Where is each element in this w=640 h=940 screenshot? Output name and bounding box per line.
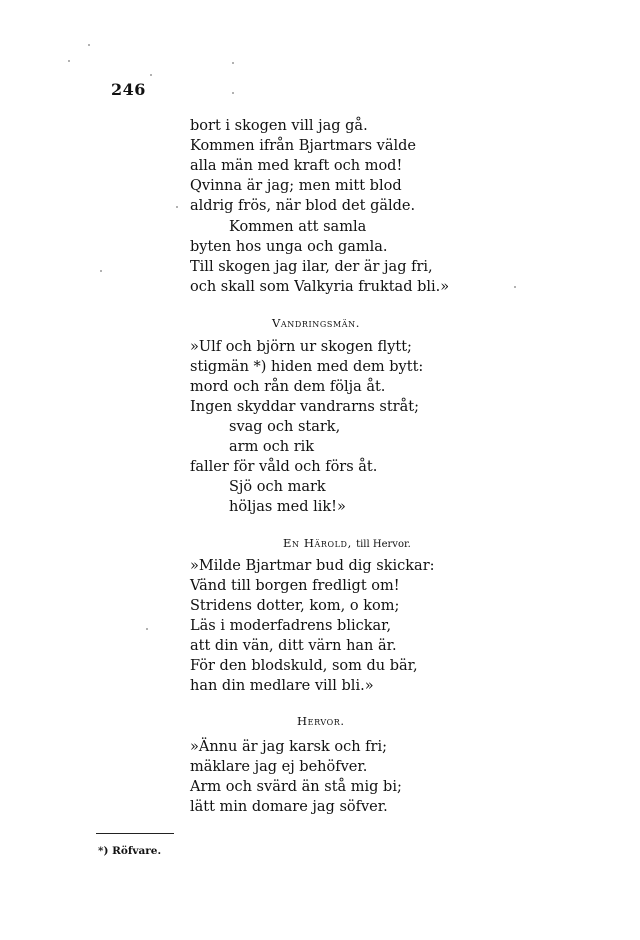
- verse-line: »Ännu är jag karsk och fri;: [190, 739, 388, 755]
- verse-line: Arm och svärd än stå mig bi;: [190, 779, 402, 795]
- scan-speck: [150, 74, 152, 76]
- scan-speck: [232, 92, 234, 94]
- verse-line: höljas med lik!»: [229, 499, 346, 515]
- scan-speck: [146, 628, 148, 630]
- speaker-name: Vandringsmän.: [272, 316, 360, 330]
- verse-line: Kommen ifrån Bjartmars välde: [190, 138, 416, 154]
- verse-line: arm och rik: [229, 439, 315, 455]
- verse-line: han din medlare vill bli.»: [190, 678, 374, 694]
- verse-line: Sjö och mark: [229, 479, 326, 495]
- verse-line: »Ulf och björn ur skogen flytt;: [190, 339, 412, 355]
- verse-line: svag och stark,: [229, 419, 341, 435]
- verse-line: aldrig frös, när blod det gälde.: [190, 198, 416, 214]
- verse-line: byten hos unga och gamla.: [190, 239, 388, 255]
- verse-line: Qvinna är jag; men mitt blod: [190, 178, 402, 194]
- scan-speck: [88, 44, 90, 46]
- verse-line: stigmän *) hiden med dem bytt:: [190, 359, 424, 375]
- speaker-name: En Härold,: [283, 536, 352, 550]
- scan-speck: [176, 206, 178, 208]
- scan-speck: [232, 62, 234, 64]
- verse-line: faller för våld och förs åt.: [190, 459, 378, 475]
- verse-line: Vänd till borgen fredligt om!: [190, 578, 400, 594]
- verse-line: mäklare jag ej behöfver.: [190, 759, 368, 775]
- verse-line: lätt min domare jag söfver.: [190, 799, 388, 815]
- verse-line: Till skogen jag ilar, der är jag fri,: [190, 259, 433, 275]
- verse-line: och skall som Valkyria fruktad bli.»: [190, 279, 450, 295]
- speaker-heading: [283, 536, 411, 550]
- speaker-name: Hervor.: [297, 714, 345, 728]
- footnote: *) Röfvare.: [98, 845, 162, 857]
- verse-line: mord och rån dem följa åt.: [190, 379, 386, 395]
- verse-line: att din vän, ditt värn han är.: [190, 638, 397, 654]
- scan-speck: [68, 60, 70, 62]
- speaker-addressee: till Hervor.: [356, 539, 411, 550]
- speaker-heading: [272, 316, 360, 330]
- footnote-divider: [96, 833, 174, 834]
- verse-line: »Milde Bjartmar bud dig skickar:: [190, 558, 435, 574]
- speaker-heading: [297, 714, 345, 728]
- scan-speck: [100, 270, 102, 272]
- verse-line: Läs i moderfadrens blickar,: [190, 618, 392, 634]
- scan-speck: [514, 286, 516, 288]
- verse-line: alla män med kraft och mod!: [190, 158, 403, 174]
- verse-line: Stridens dotter, kom, o kom;: [190, 598, 400, 614]
- page-number: 246: [111, 80, 146, 99]
- verse-line: Kommen att samla: [229, 219, 367, 235]
- verse-line: För den blodskuld, som du bär,: [190, 658, 418, 674]
- verse-line: Ingen skyddar vandrarns stråt;: [190, 399, 419, 415]
- verse-line: bort i skogen vill jag gå.: [190, 118, 368, 134]
